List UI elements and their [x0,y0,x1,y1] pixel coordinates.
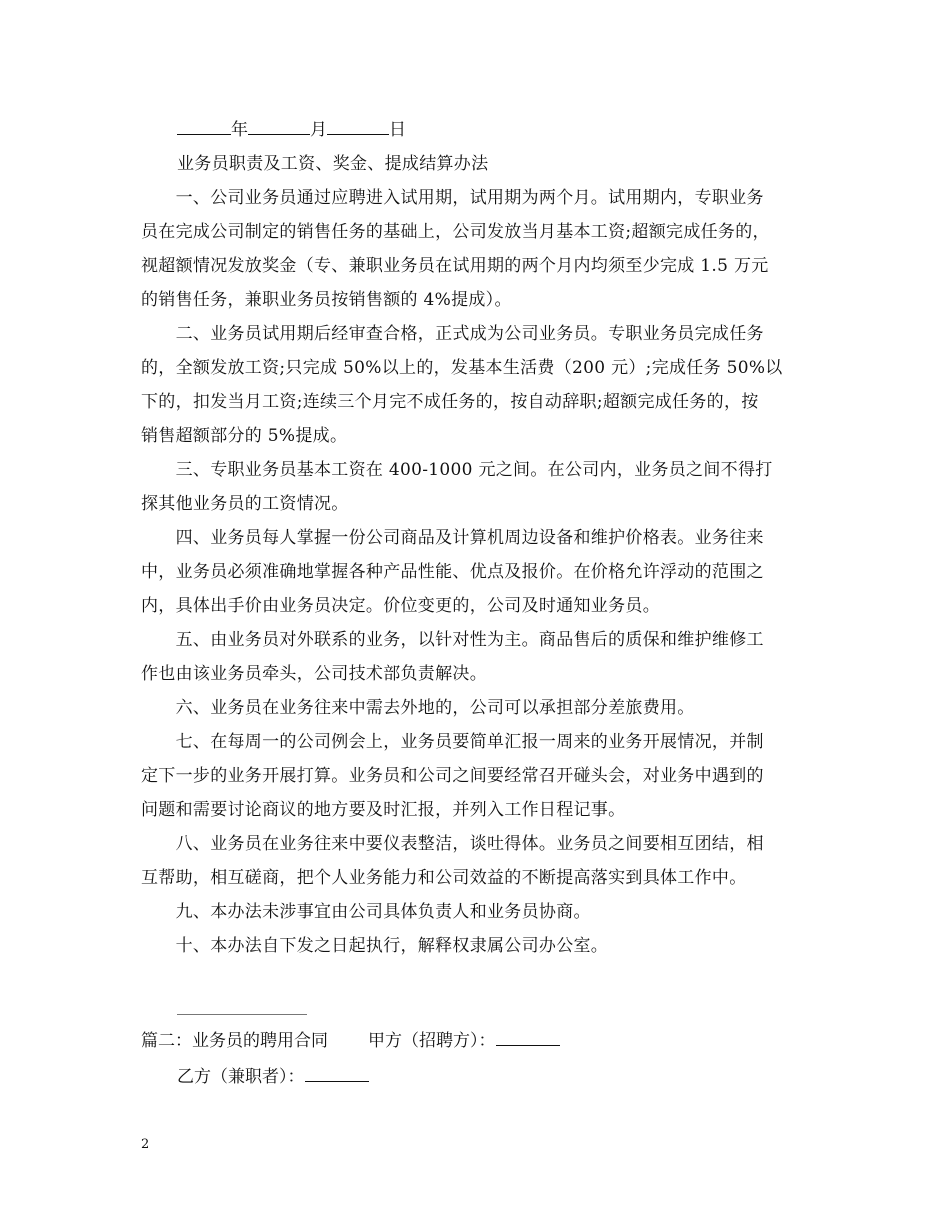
body-line: 一、公司业务员通过应聘进入试用期，试用期为两个月。试用期内，专职业务 [141,188,764,208]
part2-heading: 篇二：业务员的聘用合同 [141,1031,328,1051]
year-label: 年 [231,120,248,140]
year-blank [177,114,231,135]
month-label: 月 [310,120,327,140]
party-b-line [177,1060,369,1094]
party-a-label: 甲方（招聘方）： [368,1031,496,1051]
body-line: 员在完成公司制定的销售任务的基础上，公司发放当月基本工资;超额完成任务的， [141,222,770,242]
body-line: 十、本办法自下发之日起执行，解释权隶属公司办公室。 [141,936,609,956]
date-line [177,113,406,147]
day-blank [327,114,389,135]
body-line: 中，业务员必须准确地掌握各种产品性能、优点及报价。在价格允许浮动的范围之 [141,562,764,582]
body-line: 二、业务员试用期后经审查合格，正式成为公司业务员。专职业务员完成任务 [141,324,764,344]
month-blank [248,114,310,135]
body-line: 销售超额部分的 5%提成。 [141,426,348,446]
body-line: 三、专职业务员基本工资在 400-1000 元之间。在公司内，业务员之间不得打 [141,460,773,480]
section-divider [177,1014,307,1015]
body-line: 八、业务员在业务往来中要仪表整洁，谈吐得体。业务员之间要相互团结，相 [141,834,764,854]
body-line: 作也由该业务员牵头，公司技术部负责解决。 [141,664,487,684]
party-a-blank [496,1025,560,1046]
part2-heading-line [141,1024,560,1058]
body-line: 六、业务员在业务往来中需去外地的，公司可以承担部分差旅费用。 [141,698,695,718]
party-b-blank [305,1061,369,1082]
body-line: 七、在每周一的公司例会上，业务员要简单汇报一周来的业务开展情况，并制 [141,732,764,752]
body-line: 视超额情况发放奖金（专、兼职业务员在试用期的两个月内均须至少完成 1.5 万元 [141,256,769,276]
body-line: 内，具体出手价由业务员决定。价位变更的，公司及时通知业务员。 [141,596,660,616]
document-body [141,147,811,963]
page-number: 2 [141,1137,150,1152]
body-line: 探其他业务员的工资情况。 [141,494,349,514]
body-line: 定下一步的业务开展打算。业务员和公司之间要经常召开碰头会，对业务中遇到的 [141,766,764,786]
body-line: 五、由业务员对外联系的业务，以针对性为主。商品售后的质保和维护维修工 [141,630,764,650]
body-line: 的销售任务，兼职业务员按销售额的 4%提成）。 [141,290,512,310]
body-line: 九、本办法未涉事宜由公司具体负责人和业务员协商。 [141,902,591,922]
body-line: 问题和需要讨论商议的地方要及时汇报，并列入工作日程记事。 [141,800,626,820]
party-b-label: 乙方（兼职者）： [177,1067,305,1087]
body-line: 互帮助，相互磋商，把个人业务能力和公司效益的不断提高落实到具体工作中。 [141,868,747,888]
document-title: 业务员职责及工资、奖金、提成结算办法 [177,154,489,174]
body-line: 下的，扣发当月工资;连续三个月完不成任务的，按自动辞职;超额完成任务的，按 [141,392,759,412]
day-label: 日 [389,120,406,140]
body-line: 的，全额发放工资;只完成 50%以上的，发基本生活费（200 元）;完成任务 50%以 [141,358,783,378]
body-line: 四、业务员每人掌握一份公司商品及计算机周边设备和维护价格表。业务往来 [141,528,764,548]
